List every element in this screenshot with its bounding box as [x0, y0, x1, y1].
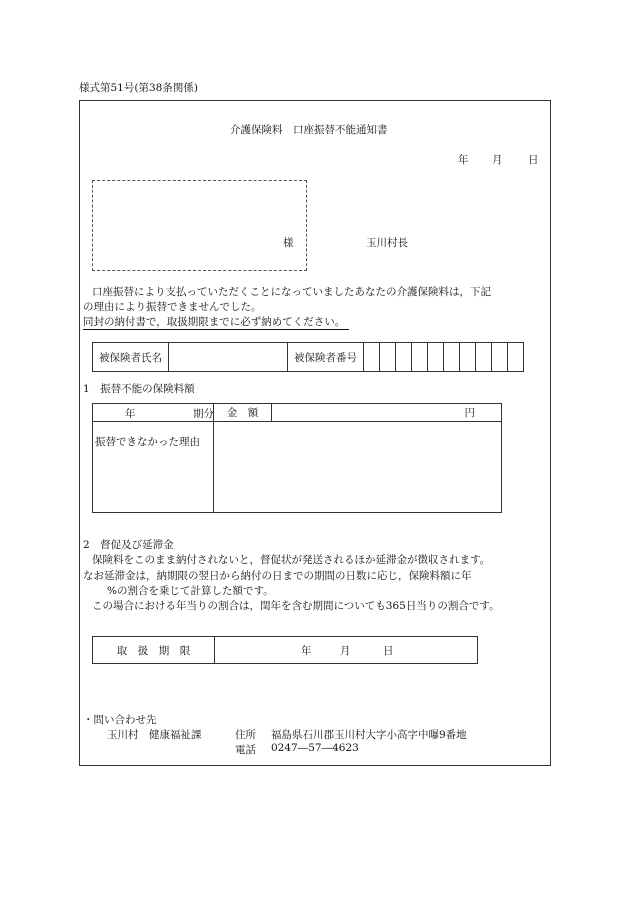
addressee-suffix: 様 — [283, 237, 294, 249]
insured-table — [92, 342, 524, 372]
deadline-date-field[interactable] — [215, 637, 478, 664]
amount-field[interactable] — [272, 404, 502, 422]
number-box[interactable] — [364, 343, 380, 372]
date-day: 日 — [528, 154, 539, 166]
number-box[interactable] — [412, 343, 428, 372]
contact-address: 福島県石川郡玉川村大字小高字中曝9番地 — [271, 729, 467, 741]
reason-field[interactable] — [214, 422, 502, 513]
body-line-2: の理由により振替できませんでした。 — [83, 301, 262, 313]
premium-table — [92, 403, 502, 513]
deadline-month: 月 — [340, 645, 351, 657]
number-box[interactable] — [380, 343, 396, 372]
contact-phone: 0247―57―4623 — [271, 742, 359, 754]
deadline-label: 取 扱 期 限 — [93, 637, 215, 664]
contact-address-label: 住所 — [235, 729, 256, 741]
period-label: 期分 — [193, 408, 214, 420]
deadline-day: 日 — [383, 645, 394, 657]
section2-line-3: %の割合を乗じて計算した額です。 — [107, 585, 274, 597]
number-box[interactable] — [492, 343, 508, 372]
body-line-3: 同封の納付書で，取扱期限までに必ず納めてください。 — [83, 314, 349, 330]
section2-line-2: なお延滞金は，納期限の翌日から納付の日までの期間の日数に応じ，保険料額に年 — [83, 570, 472, 582]
section1-heading: 1 振替不能の保険料額 — [83, 383, 195, 395]
number-box[interactable] — [508, 343, 524, 372]
number-box[interactable] — [444, 343, 460, 372]
insured-name-field[interactable] — [169, 343, 288, 372]
contact-department: 玉川村 健康福祉課 — [107, 729, 202, 741]
number-box[interactable] — [476, 343, 492, 372]
date-year: 年 — [458, 154, 469, 166]
section2-line-4: この場合における年当りの割合は，閏年を含む期間についても365日当りの割合です。 — [92, 600, 500, 612]
section2-heading: 2 督促及び延滞金 — [83, 539, 174, 551]
insured-name-label: 被保険者氏名 — [93, 343, 169, 372]
number-box[interactable] — [460, 343, 476, 372]
deadline-table — [92, 636, 478, 664]
document-title: 介護保険料 口座振替不能通知書 — [230, 124, 388, 136]
addressee-box — [92, 180, 307, 271]
body-line-1: 口座振替により支払っていただくことになっていましたあなたの介護保険料は，下記 — [92, 286, 491, 298]
contact-heading: ・問い合わせ先 — [83, 714, 157, 726]
yen-label: 円 — [464, 407, 475, 419]
deadline-year: 年 — [301, 645, 312, 657]
reason-label: 振替できなかった理由 — [95, 436, 200, 448]
contact-phone-label: 電話 — [235, 744, 256, 756]
date-month: 月 — [492, 154, 503, 166]
insured-number-label: 被保険者番号 — [288, 343, 364, 372]
amount-label: 金 額 — [214, 404, 272, 422]
number-box[interactable] — [428, 343, 444, 372]
period-year: 年 — [125, 408, 136, 420]
form-number: 様式第51号(第38条関係) — [79, 82, 198, 94]
section2-line-1: 保険料をこのまま納付されないと，督促状が発送されるほか延滞金が徴収されます。 — [92, 554, 491, 566]
period-cell — [93, 404, 214, 422]
reason-label-cell — [93, 422, 214, 513]
issuer-name: 玉川村長 — [366, 237, 408, 249]
number-box[interactable] — [396, 343, 412, 372]
